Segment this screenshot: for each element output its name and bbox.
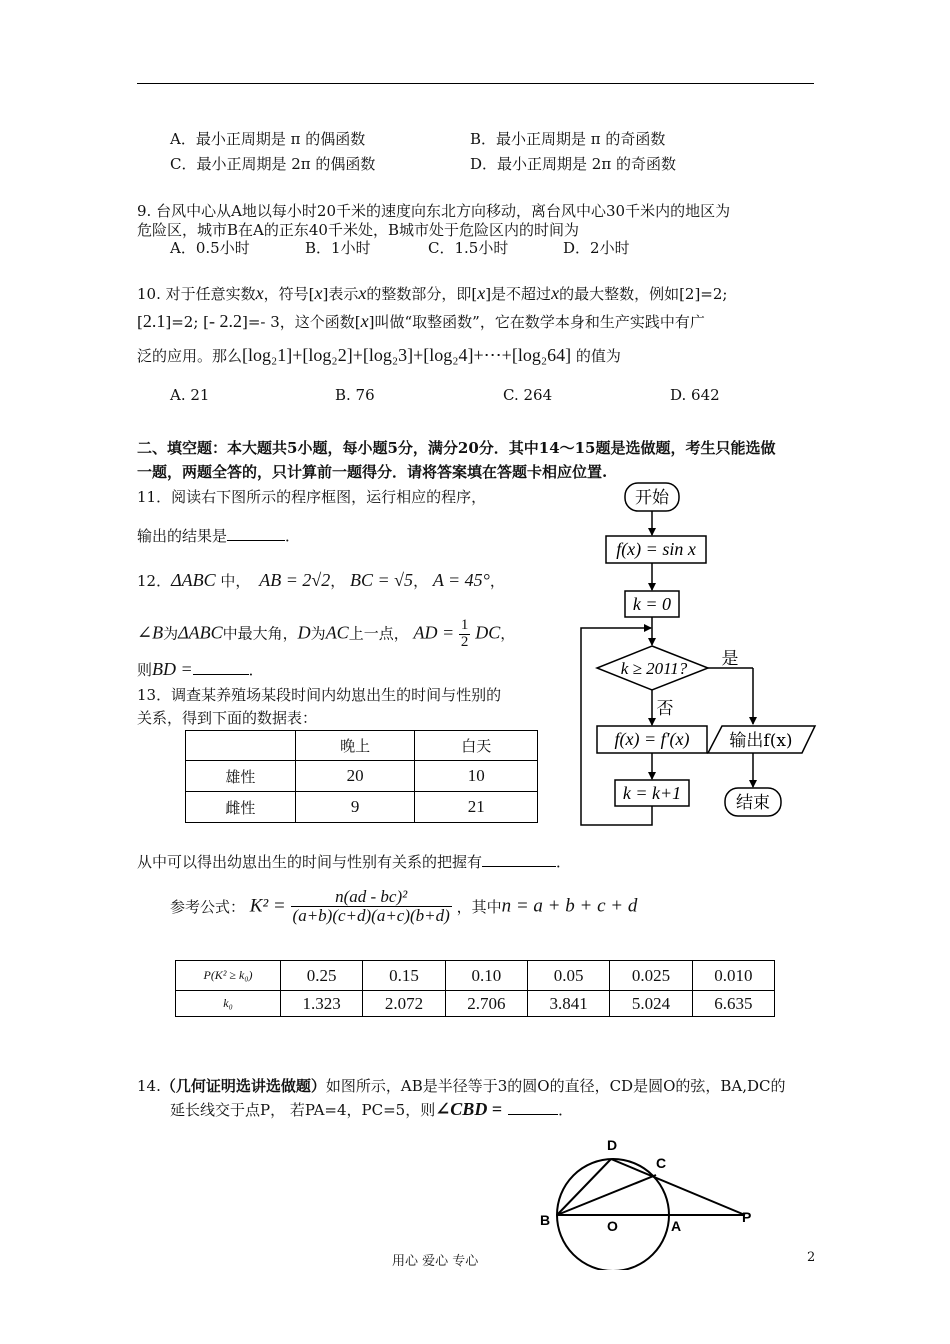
q11-line2: 输出的结果是 ． xyxy=(137,527,301,545)
fraction-half: $\frac{1}{2}$ xyxy=(460,617,469,650)
angle-expr: A = 45° xyxy=(432,570,490,590)
table-cell: 1.323 xyxy=(281,991,363,1017)
table-cell: 0.025 xyxy=(610,961,692,991)
start-label: 开始 xyxy=(635,488,669,508)
increment-k-label: k = k+1 xyxy=(622,783,682,803)
q10-line2: [2.1]=2; [- 2.2]=- 3，这个函数[x]叫做“取整函数”，它在数学本身和生产实践中有广 xyxy=(137,311,705,331)
table-header-cell xyxy=(186,731,296,761)
table-cell: 20 xyxy=(295,761,415,792)
q8-option-d: D．最小正周期是 2π 的奇函数 xyxy=(470,155,676,173)
q10-option-c: C. 264 xyxy=(503,386,553,404)
table-cell: 0.05 xyxy=(527,961,609,991)
chi-square-fraction: $\frac{\text{n(ad - bc)²}}{(a+b)(c+d)(a+c)(b+d)}$ xyxy=(292,887,450,925)
q9-option-d: D．2小时 xyxy=(563,239,630,257)
ab-expr: AB = 2√2 xyxy=(259,570,331,590)
q8-option-a: A．最小正周期是 π 的偶函数 xyxy=(170,130,366,148)
q14-line1: 14.（几何证明选讲选做题）如图所示，AB是半径等于3的圆O的直径，CD是圆O的弦，BA,DC的 xyxy=(137,1077,786,1095)
init-fx-label: f(x) = sin x xyxy=(616,539,696,559)
line-dp xyxy=(611,1159,745,1215)
no-label: 否 xyxy=(656,699,674,719)
q8-option-c: C．最小正周期是 2π 的偶函数 xyxy=(170,155,376,173)
table-cell: 6.635 xyxy=(692,991,774,1017)
table-cell: 0.15 xyxy=(363,961,445,991)
point-a-label: A xyxy=(671,1218,682,1234)
gender-time-table xyxy=(185,730,538,823)
q13-line1: 13．调查某养殖场某段时间内幼崽出生的时间与性别的 xyxy=(137,686,502,704)
q12-line2: ∠B为ΔABC中最大角，D为AC上一点， AD = $\frac{1}{2}$ DC， xyxy=(137,617,516,650)
q10-option-d: D. 642 xyxy=(670,386,720,404)
q11-line1: 11．阅读右下图所示的程序框图，运行相应的程序， xyxy=(137,488,487,506)
table-cell: 2.072 xyxy=(363,991,445,1017)
table-row-label: P(K² ≥ k₀) xyxy=(176,961,281,991)
condition-label: k ≥ 2011? xyxy=(620,659,688,678)
table-cell: 3.841 xyxy=(527,991,609,1017)
table-cell: 21 xyxy=(415,792,538,823)
table-cell: 2.706 xyxy=(445,991,527,1017)
init-k-label: k = 0 xyxy=(632,594,672,614)
q10-option-a: A. 21 xyxy=(170,386,210,404)
yes-label: 是 xyxy=(721,649,739,669)
output-label: 输出f(x) xyxy=(729,731,793,751)
table-cell: 0.010 xyxy=(692,961,774,991)
table-cell: 9 xyxy=(295,792,415,823)
section2-line1: 二、填空题：本大题共5小题，每小题5分，满分20分．其中14～15题是选做题，考生只能选做 xyxy=(137,439,776,457)
q9-line2: 危险区，城市B在A的正东40千米处，B城市处于危险区内的时间为 xyxy=(137,221,579,239)
point-o-label: O xyxy=(607,1218,618,1234)
table-row-label: k₀ xyxy=(176,991,281,1017)
q9-option-c: C．1.5小时 xyxy=(428,239,509,257)
point-p-label: P xyxy=(742,1209,752,1225)
program-flowchart xyxy=(570,475,830,835)
point-b-label: B xyxy=(540,1212,551,1228)
table-row-label: 雌性 xyxy=(186,792,296,823)
header-rule xyxy=(137,83,814,84)
q9-option-a: A．0.5小时 xyxy=(170,239,250,257)
end-label: 结束 xyxy=(736,793,770,813)
q10-line1: 10. 对于任意实数x，符号[x]表示x的整数部分，即[x]是不超过x的最大整数，例如[2]=2; xyxy=(137,283,728,303)
q13-line2: 关系，得到下面的数据表： xyxy=(137,709,318,727)
q10-option-b: B. 76 xyxy=(335,386,375,404)
table-header-cell: 白天 xyxy=(415,731,538,761)
table-cell: 10 xyxy=(415,761,538,792)
q8-option-b: B．最小正周期是 π 的奇函数 xyxy=(470,130,666,148)
q13-after: 从中可以得出幼崽出生的时间与性别有关系的把握有 ． xyxy=(137,853,572,871)
footer-slogan: 用心 爱心 专心 xyxy=(392,1254,479,1269)
q14-line2: 延长线交于点P， 若PA=4，PC=5，则∠CBD = ． xyxy=(170,1099,574,1119)
q10-line3: 泛的应用。那么[log₂1]+[log₂2]+[log₂3]+[log₂4]+⋯+[log₂64] 的值为 xyxy=(137,345,621,365)
point-d-label: D xyxy=(607,1137,618,1153)
reference-formula: 参考公式： K² = $\frac{\text{n(ad - bc)²}}{(a+b)(c+d)(a+c)(b+d)}$ ，其中n = a + b + c + d xyxy=(170,887,638,925)
bc-expr: BC = √5 xyxy=(350,570,414,590)
critical-value-table xyxy=(175,960,775,1017)
table-cell: 0.25 xyxy=(281,961,363,991)
q9-line1: 9. 台风中心从A地以每小时20千米的速度向东北方向移动，离台风中心30千米内的地区为 xyxy=(137,202,731,220)
q9-option-b: B．1小时 xyxy=(305,239,371,257)
log-sum-formula: [log₂1]+[log₂2]+[log₂3]+[log₂4]+⋯+[log₂64] xyxy=(242,345,572,365)
page-number: 2 xyxy=(807,1250,816,1265)
circle-geometry-figure xyxy=(535,1130,765,1270)
q12-line1: 12．ΔABC 中， AB = 2√2， BC = √5， A = 45°， xyxy=(137,570,505,590)
table-cell: 5.024 xyxy=(610,991,692,1017)
table-header-cell: 晚上 xyxy=(295,731,415,761)
point-c-label: C xyxy=(656,1155,667,1171)
update-fx-label: f(x) = f′(x) xyxy=(614,729,690,749)
section2-line2: 一题，两题全答的，只计算前一题得分．请将答案填在答题卡相应位置. xyxy=(137,463,608,481)
table-cell: 0.10 xyxy=(445,961,527,991)
table-row-label: 雄性 xyxy=(186,761,296,792)
q12-line3: 则BD = ． xyxy=(137,659,264,679)
line-bc xyxy=(557,1175,656,1215)
